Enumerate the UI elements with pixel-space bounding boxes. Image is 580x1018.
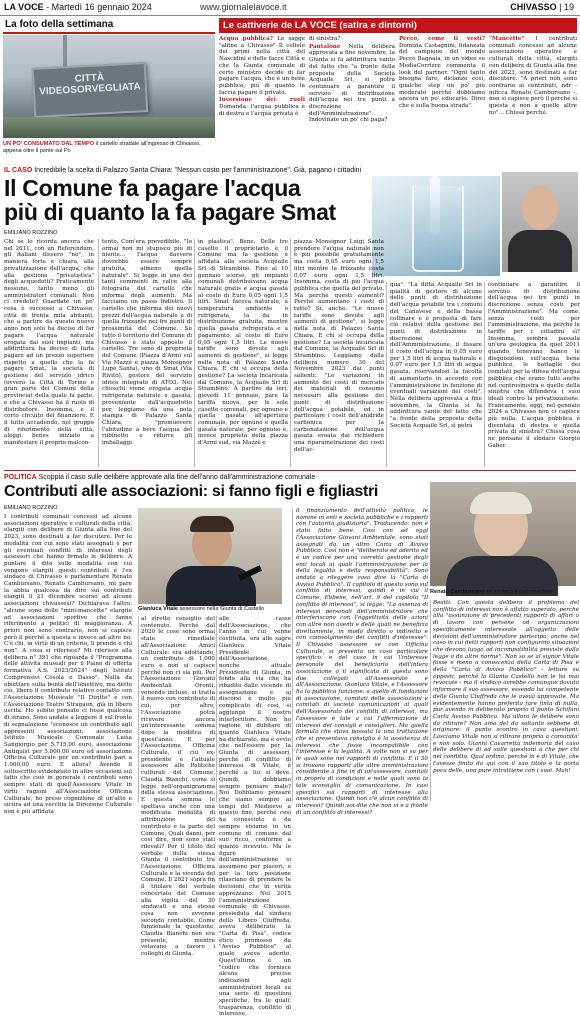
story2-kicker: POLITICA Scoppia il caso sulle delibere approvate alla fine dell'anno dall'amministrazione comunale — [4, 474, 316, 481]
cattiverie-box — [219, 18, 577, 163]
header-site[interactable]: www.giornalelavoce.it — [200, 2, 287, 12]
city-sign: CITTÀ VIDEOSORVEGLIATA — [32, 62, 148, 118]
cattiverie-col-4: "Mancette" I contributi comunali concessi ad alcune associazioni operative e culturali della città, elargiti con delibere di Giunta alla fine del 2023, sono destinati a far discutere. "A priori non sono contrario ai contributi, ndr - inficca Renato Cambursano -, non si capisce però il perché si questa e non a quelle altre no"... Chissà perché. — [489, 36, 577, 116]
cambursano-photo — [430, 482, 576, 586]
story1-headline: Il Comune fa pagare l'acqua più di quanto la fa pagare Smat — [4, 175, 336, 226]
man-portrait-photo — [502, 172, 578, 272]
story2-headline: Contributi alle associazioni: si fanno figli e figliastri — [4, 483, 379, 500]
water-glass-photo — [372, 176, 500, 276]
story1-col-3: in plastica". Bene. Delle tre casette il proprietario è il Comune ma la gestione è affidata alla società Acquaile Srl di Strambino. Fino al 10 gennaio scorso, gli impianti comunali distribuivano acqua naturale gratis e acqua gasata al costo di Euro 0,05 ogni 1,5 litri. Smat faceva naturale, a temperatura ambiente o refrigerata, la da in distribuzione gratuita, mentre quella gasata refrigerata e a pagamento, al costo di Euro 0,05 ogni 1,5 litri. Le nuove tariffe sono dovute agli aumenti di gestione", si legge nella nota di Palazzo Santa Chiara. E chi si occupa della gestione? La società incaricata dal Comune, la Acquaile Srl di Strambino. A partire da ieri, giovedì 11 gennaio, pare la tariffa nuova, per le sole casette comunali, per ognuno e quella gasata all'apertura comunale, per ognuno e quella gasata naturale, per ognuno è, invece proprietà della piazza d'Armi sud, via Mazzè e — [194, 239, 288, 467]
vitale-caption: Gianluca Vitale assessore nella Giunta di Castello — [138, 606, 265, 612]
photo-week-box — [3, 18, 215, 163]
header-section: CHIVASSO | 19 — [510, 2, 574, 12]
photo-week-caption: UN PO' CONSUMATO DAL TEMPO il cartello stradale all'ingresso di Chivasso, appena oltre il ponte sul Po — [3, 141, 201, 154]
cattiverie-col-1: Acqua pubblica? Le sagge "alfine a Chivasso" Il cellule dei primi nella città del Nascidini e delle facce Città e che la Giunta comunale di certo ministro decide di far pagare l'acqua, che è un bene pubblico, più di quanto la faccia pagare il privato. Inversione dei ruoli Domanda: l'acqua pubblica è di destra e l'acqua privata è — [219, 36, 305, 117]
cattiverie-col-2: di sinistra? Pantalone Nella delibera approvata a fine novembre, la Giunta si fa addirittura vanto del fatto che "a fronte della proposta della Società Acquaile Srl, si potrà continuare a garantire il servizio di distribuzione dell'acqua nei tre punti a discrezione dell'Amministrazione". Indovinate un po' chi paga? — [309, 36, 395, 124]
story2-col-3: alle casse dell'Associazione, che l'anno in cui venne costituita, era alle sagre Gianluca Vitale Presidente dell'Associazione, nonché attuale Presidente di Giunta, in fondo alla via che ha ribadito dalle vicende di assegnazione e ai discorsi è molto più complicato di così, si aggiunge il nostro interlocutore. Non ho ragione di dubitare di quanto Gianluca Vitale ha dichiarato, ma è ovvio che nell'essere per la Giunta di assessori, perché di conflitto di interessi di Vitale, è perché a lui si deve. Quindi, dobbiamo sempre pensare male? Noi Dobbiamo pensare che siamo sempre ai tempi del Medioevo a questo fine, perché così ha conosciuto e da sempre viviamo in un comune di comune dal suo ricco, conforme a quanto ricevuto. Ma le figure dell'amministrazione si assumono per piaceri, e per la loro posizione rilasciano di prendere le decisioni che in verità apprezzano. Nel 2015 l'amministrazione comunale di Chivasso, presieduta dal sindaco dello Libero Ciuffreda, aveva deliberato la "Carta di Pisa", codice etico promosso da "Avviso Pubblico" al quale aveva aderito. Quest'ultimo è un "codice che fornisce alcune precise indicazioni agli amministratori locali su una serie di questioni specifiche, tra le quali: trasparenza, conflitto di interesse, — [216, 616, 291, 802]
story1-kicker: IL CASO Incredibile la scelta di Palazzo Santa Chiara: "Nessun costo per l'amministrazione". Già, pagano i cittadini — [4, 167, 362, 174]
story2-col-4: il finanziamento dell'attività politica, le nomine in enti e società pubbliche e i rapporti con l'autorità giudiziaria". Traducendo: non è stato fatto bene. Così con ad oggi l'Associazione Giovani Ambientale, sono stati assegnati da un altro Carta di Avviso Pubblico. Così non è "deliberato ed aderito ed è un codice per una corretta gestione degli enti locali ai quali l'amministrazione per la della legalità e della responsabilità". Sono andato a rileggere cosa dice la "Carta di Avviso Pubblico". Il capitolo di questo sono sul conflitto di interessi, quindi è in cui il Comune, Ebbene, nell'art. 9 del capitolo "Il conflitto di interessi", si legge: "La assenza di interessi personali dell'amministratore che interferiscono con l'oggettività delle azioni con altre non aventi e delle quali ne beneficia direttamente, in modo diretto o indiretto e con coinvolgimento dei conflitti d'interesse". Il Chivasso assessore se con Officina Culturale, si presenta un caso particolare specifico: e del caso in cui l'interesse personale del beneficiario dell'intera associazione o il significato di questa sono due collegati all'Assessorato e all'Associazione. Gianluca Vitale, e l'Assessore ha la pubblica funzione: a quello di fondazioni di associazione, comitati delle associazioni e comitati di società comunicazioni ai quali dell'Assessorato dei conflitti di interessi, ma l'assessore è tale a cui l'affermazione di interessi dei consigli e consiglieri. Ma quella formula che stava passata la una trattazione che si presentava consiglio è la assistenza di interessi che fosse incompatibile con l'interesse e la legalità. A volte non si sa per le quali sono nei rapporti di conflitto. E il 30 si trovano rapporti alle altre amministrazioni considerate a fine in di un'assessore, comitati in proprio di condizioni e nelle quali sono la tale sconsiglio di comunicazione. In casi specifici sui rapporti di interesse alla associazione. Quindi non c'è alcun conflitto di interessi? Quindi voi dite che non vi è a fronte di un conflitto di interessi? — [292, 508, 428, 802]
story1-col-2: tento. Com'era prevedibile. "Io ormai non mi stupisco più di niente... l'acqua davvero dovrebbe essere sempre gratuita, almeno quella naturale". Si legge in uno dei tanti commenti in calce alla fotografia del cartello che informa degli aumenti. Ma facciamo un passo indietro. Il cartello che informa dei nuovi prezzi dell'acqua naturale e di quella frizzante nei tre punti di prossimità del Comune. Su tutto il territorio del Comune di Chivasso è stato apposto il cartello. Tre sono di proprietà del Comune (Piazza d'Armi sul Via Mazzè e piazza Monsignor Lupo Santa), uno di Smat (Via Rivito), gestore del servizio idrico integrato di ATO3. Nei chioschi viene erogata acqua refrigerata naturale e gasata, proveniente dall'acquedotto per, leggiamo da una nota stampa di Palazzo Santa Chiara, "promuovere l'abitudine a bere l'acqua del rubinetto e ridurre gli imballaggi — [98, 239, 192, 467]
photo-week-image — [3, 35, 215, 138]
story1-col-6: continuare a garantire il servizio di distribuzione dell'acqua nei tre punti in discrezione senza costi per l'Amministrazione". Ma come, senza costi per l'amministrazione, ma perché le tariffe per i cittadini sì? Insomma, sembra passata un'era geologica da quel 2011 quando tenevano banco le disquisizioni sull'acqua bene pubblico, le battaglie dei comitati per la difesa dell'acqua pubblica che erano tutti anche nel centrosinistra e quelle della sinistra che difendeva i suoi ideali contro la privatizzazione. Francamente, oggi, nel gennaio 2024 a Chivasso non ci capisce più nulla. L'acqua pubblica è diventata di destra e quella privata di sinistra? Chissà cosa ne pensano il sindaco Giorgio Gaber. — [484, 282, 580, 467]
story2-col-5: Beatti. Con questa delibera il problema del conflitto di interessi non è affatto superato, perché alla "assunzione di precedenti rapporti di affari o di lavoro con persone od organizzazioni specificamente interessate all'oggetto delle decisioni dell'amministratore partecipa, anche nel caso in cui detti rapporti non configurino situazioni che devono luogo ad incompatibilità previste dalla legge o da altre norme". Non so se al signor Vitale fosse e meno a conoscenza della Carta di Pisa e della "Carta di Avviso Pubblico" - letture su opposti, perché la Giunta Castello non le ha mai revocate - ma il sindaco avrebbe comunque dovuto informare il suo assessore, essendo lui competente delle Giunta Ciuffreda che le aveva approvate. Ma evidentemente hanno preferito fare finta di nulla, pur avendo in deliberato proprio il punto Schifani Carta Avviso Pubblico. Ma allora le delibere sono da ritirare? Non amo del da soltanto sebbene di originare: il punto scontro in casa questioni. Lasciamo Vitale non si ritirare propria a comunita' e non solo. Gianni Cavarretta indemoria del caso delle delibere di ad sulle questioni a che per chi nel conflitto. Qual ordino, perché in è di Vitale, che l'avesse finito da qui con il suo titolo e la porta pocu delle, una pure intrattiene con i suoi. Mah! — [430, 600, 579, 802]
story2-byline: EMILIANO ROZZINO — [4, 505, 58, 511]
cambursano-caption: Renato Cambursano ex sindaco e parlamentare — [430, 589, 553, 595]
section-divider — [4, 470, 576, 471]
header-paper: LA VOCE - Martedì 16 gennaio 2024 — [4, 2, 152, 12]
story1-byline: EMILIANO ROZZINO — [4, 230, 58, 236]
story1-col-4: piazza Monsignor Luigi Santa prendere l'acqua naturale non è più possibile gratuitamente ma costa 0,05 euro ogni 1,5 litri mentre la frizzante costa 0,07 euro ogni 1,5 litri. Insomma, costa di più l'acqua pubblica che quella del privato. Ma perché questi aumenti? Perché aumentano i costi di tutto? Sì, anche. "Le nuove tariffe sono dovute agli aumenti di gestione", si legge nella nota di Palazzo Santa Chiara. E chi si occupa della gestione? La società incaricata dal Comune, la Acquaile Srl di Strambino. Leggiamo dalla delibera numero 30 del Novembre 2023 dai punti salienti: "Le variazioni in aumento dei costi di mercato dei materiali di consumo necessari alla gestione dei punti di distribuzione dell'acqua potabile, ed in particolare i costi dell'anidride carbonica per la carbonatazione dell'acqua gasata eroata dai richiedere una riparametrazione dei costi dell'ac- — [290, 239, 384, 467]
story2-col-2: al stretto consiglio del contenuto. Perché dal 2020 le cose sono ormai state rimediate all'Associazione Amici Culturale: era adottando, un contributo di 1,000 euro e non si capisce perché non ci sia più. Per l'Associazione Giovani Ambientali Oronti, venendo incluse, si tratta il nuovo con contributo di cui, per altro, l'Associazione potrà ricevere ancora un'interessante somma dopo la modifica di quest'anno. E per l'Associazione Officina Culturale, il cui ex-presidente è l'attuale assessore alle Politiche culturali del Comune, Claudia Bianchi, come si legge nell'organigramma della stessa associazione. E questa somma le spettava anche con una modificata modalità di attribuzione del contributo e la parte del Comune, Quali danni, per così dire, non sono stati rilevati? Per il titolo del verbale della stessa Giunta il contributo tra l'Associazione Officina Culturale e la vicenda del Comune. Il 2021 sopra fin il titolare del verbale concertato del Comune alla vigilia del 30 sindacati e una stessa cosa non avvenne secondo contabile. Come funzionale la questione, Claudia Bianchi non era presente, mentre votavano a favore i colleghi di Giunta. — [138, 616, 215, 802]
story1-col-5: qua". "La ditta Acquaile Srl in qualità di gestore di alcune delle punti di distribuzione dell'acqua potabile tra i comuni del Canavese e della bassa collinare e è proposta di fare ciò relativi della gestione dei punti di distribuzione in discrezione dell'Amministrazione, il fissare il costo dell'acqua in 0,05 euro per 1,5 litri di acqua naturale e 0,07 euro per 1,5 litri di acqua gasata, riservandosi la facoltà di aumentarlo in accordo con l'amministrazione in funzione di eventuali variazioni dei costi". Nella delibera approvata a fine novembre, la Giunta si fa addirittura vanto del fatto che "a fronte della proposta della Società Acquaile Srl, si potrà — [386, 282, 482, 467]
cattiverie-col-3: Pecco, come ti vesti? Domizia Castagnini, fidanzata del campione del mondo Pecco Bagnaia, in un video su MediaCorriere commenta il look del partner. "Ogni tanto bisogna fare, dicianzo così, qualche step un po' più moderato perché dobbiamo ancora un po' educarlo. Direi che è sulla buona strada". — [399, 36, 485, 110]
vitale-photo — [138, 508, 282, 604]
photo-week-title: La foto della settimana — [3, 18, 215, 34]
story1-col-1: Chi se lo ricorda ancora che nel 2011, con un Referendum, gli italiani dissero "no", in maniera forte e chiara, alla privatizzazione dell'acqua, che alla gestione "privatistica" degli acquedotti? Praticamente nessuno, tanto meno gli amministratori comunali. Non ci credete? Guardate un po' cosa è successo a Chivasso, città di trenta mila abitanti, che a partire da questo nuovo anno non solo ha deciso di far pagare l'acqua naturale erogata dai suoi impianti, ma addirittura ha deciso di farla pagare ad un prezzo superiore rispetto a quello che la fa pagare Smat, la società di gestione del servizio idrico (ovvero la Città di Torino e gran parte dei Comuni della provincia) della quale fa parte, e che a Chivasso ha il ruolo di distributore. Insomma, e il corto circuito del finanziere. E il tutto accadendo, nel gruppo di riferimento della città, aleggi benes iniziato a manifestare il proprio malcon- — [4, 239, 94, 447]
cattiverie-title: Le cattiverie de LA VOCE (satira e dintorni) — [219, 18, 577, 33]
story2-col-1: I contributi comunali concessi ad alcune associazioni operative e culturali della città, elargiti con delibere di Giunta alla fine del 2023, sono destinati a far discutere. Per le modalità con cui sono stati assegnati e per gli eventuali conflitti di interessi degli assessori che hanno firmato le delibere. A puntare il dito sulle modalità con cui vengono elargiti questi contributi è l'ex sindaco di Chivasso e parlamentare Renato Cambursano. Renato Cambursano, mi pare la abbia qualcosa da dire sui contributi elargiti il 21 dicembre scorso ad alcune associazioni chivassesi? Dichiarava l'altro: "alcune sono delle "mini-mancette" elargite ad associazioni sportive che fanno riferimento a politici di maggioranza. A priori non sono contrario, non si capisce però il perché a questa e invece ad altre no. C'è chi, in virtù di un criterio, li prende e chi non". A cosa si riferisce? Mi riferisco alla delibera n° 391 che riguarda il "Programma delle attività museali per il Piano di offerta formativa A.S. 2023/2024" degli Istituti Comprensivi Cosola e Dasso". Nulla da obiettare sulla bontà dell'obiettivo, ma detto ciò, libero il contributo relativo contatto con l'Associazione Musicale "Il Dirìtto" e con l'Associazione Teatro Stragaun, già in libero uscita. Ho subito pensato ci fosse qualcosa di strano. Sono andato a leggere il sul fronte di segnalazione "sconosce un contributo agli appresenti associazioni; associazione Istituto Musicale Comunale Luisa Sangiorgio per 5.715,00 euro, associazione Antiquist per 5.000,00 euro ed associazione Officina Culturale per un contributo pari a 1.000,00 euro. E allora? Avendo il sottoscritto evidenziato in altre occasioni sul fatto che cioè in generale i contributi sono sempre stati di quell'Assessore Vitale in virtù ragioni all'Associazione Officina Culturale, ho preso cognizione di un'atto e sicura ad una vecchia la Direzione Culturale non è più affidata — [4, 514, 132, 815]
page-header — [0, 0, 580, 16]
